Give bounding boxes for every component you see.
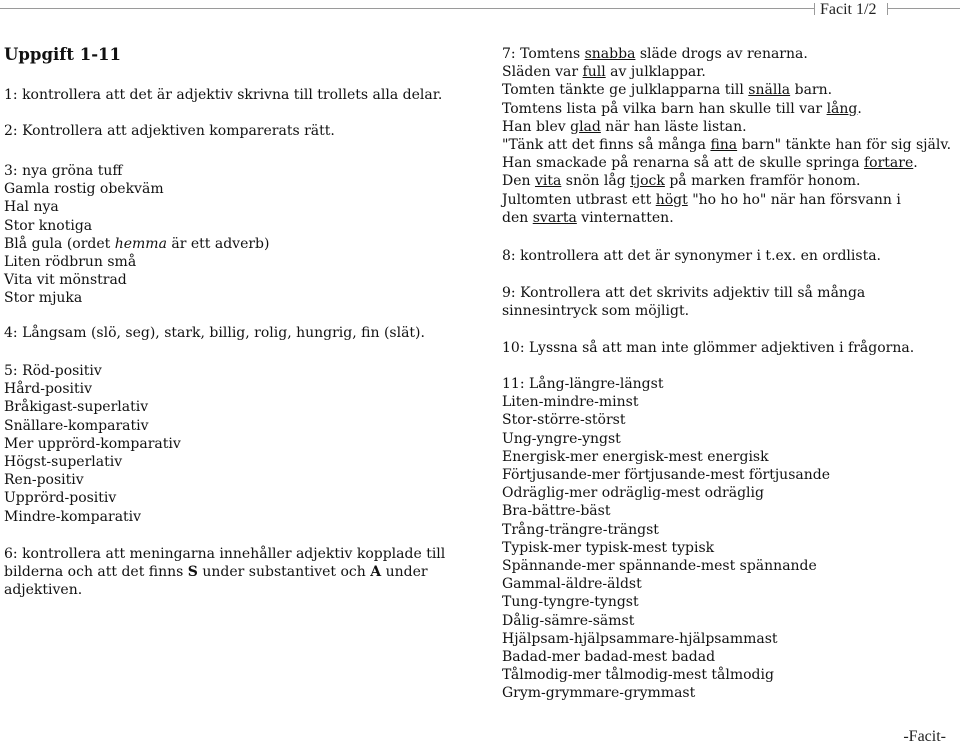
answer-11-line: Ung-yngre-yngst bbox=[502, 430, 621, 447]
answer-3-line: Gamla rostig obekväm bbox=[4, 181, 164, 198]
answer-5-line: Mindre-komparativ bbox=[4, 508, 142, 525]
bold-letter-s: S bbox=[187, 564, 198, 581]
page-title: Uppgift 1-11 bbox=[4, 45, 122, 64]
text-segment: barn. bbox=[790, 82, 833, 99]
page-header bbox=[0, 0, 960, 30]
text-segment: under bbox=[381, 564, 428, 581]
underlined-adjective: snälla bbox=[748, 82, 791, 99]
bold-letter-a: A bbox=[370, 564, 382, 581]
answer-11-line: Dålig-sämre-sämst bbox=[502, 612, 635, 629]
text-segment: bilderna och att det finns bbox=[4, 564, 188, 581]
answer-7-sentence bbox=[502, 63, 951, 81]
text-segment: Den bbox=[502, 173, 535, 190]
emphasized-word: hemma bbox=[114, 235, 167, 252]
underlined-adjective: fortare bbox=[864, 155, 914, 172]
answer-11-line: 11: Lång-längre-längst bbox=[502, 376, 664, 392]
answer-11-line: Stor-större-störst bbox=[502, 412, 626, 429]
text-segment: Tomtens lista på vilka barn han skulle till var bbox=[502, 100, 827, 117]
answer-9-line: 9: Kontrollera att det skrivits adjektiv till så många bbox=[502, 285, 866, 301]
text-segment: släde drogs av renarna. bbox=[635, 46, 808, 62]
text-segment: barn" tänkte han för sig själv. bbox=[737, 137, 952, 154]
answer-3-line: Hal nya bbox=[4, 199, 59, 216]
underlined-adjective: fina bbox=[710, 137, 738, 154]
underlined-adjective: snabba bbox=[584, 46, 636, 62]
answer-10 bbox=[502, 339, 914, 357]
answer-11-line: Liten-mindre-minst bbox=[502, 394, 639, 411]
text-segment: "Tänk att det finns så många bbox=[502, 137, 711, 154]
text-segment: den bbox=[502, 209, 533, 226]
answer-6-line bbox=[4, 563, 464, 581]
underlined-adjective: vita bbox=[534, 173, 562, 190]
answer-7-sentence bbox=[502, 100, 951, 118]
answer-3-line: Vita vit mönstrad bbox=[4, 272, 127, 289]
text-segment: av julklappar. bbox=[605, 64, 706, 81]
answer-11-line: Bra-bättre-bäst bbox=[502, 503, 611, 520]
answer-5 bbox=[4, 362, 181, 526]
answer-7-sentence bbox=[502, 191, 951, 209]
answer-5-line: Snällare-komparativ bbox=[4, 417, 149, 434]
text-segment: är ett adverb) bbox=[166, 235, 270, 252]
header-title: Facit 1/2 bbox=[820, 1, 877, 18]
answer-9 bbox=[502, 284, 865, 320]
text-segment: . bbox=[913, 155, 918, 172]
page-footer: -Facit- bbox=[903, 728, 946, 745]
underlined-adjective: full bbox=[582, 64, 606, 81]
answer-11-line: Badad-mer badad-mest badad bbox=[502, 649, 716, 666]
answer-6-line: adjektiven. bbox=[4, 582, 83, 599]
text-segment: Släden var bbox=[502, 64, 583, 81]
answer-3 bbox=[4, 162, 269, 308]
header-rule bbox=[887, 8, 960, 9]
answer-7-sentence bbox=[502, 45, 951, 63]
text-segment: "ho ho ho" när han försvann i bbox=[687, 191, 901, 208]
answer-5-line: Hård-positiv bbox=[4, 381, 93, 398]
answer-7-sentence bbox=[502, 81, 951, 99]
answer-9-line: sinnesintryck som möjligt. bbox=[502, 303, 690, 320]
underlined-adjective: svarta bbox=[532, 209, 577, 226]
answer-11-line: Trång-trängre-trängst bbox=[502, 521, 659, 538]
answer-11-line: Odräglig-mer odräglig-mest odräglig bbox=[502, 485, 764, 502]
answer-7-sentence bbox=[502, 172, 951, 190]
answer-11-line: Spännande-mer spännande-mest spännande bbox=[502, 558, 817, 575]
answer-3-line: 3: nya gröna tuff bbox=[4, 163, 123, 179]
answer-5-line: Ren-positiv bbox=[4, 472, 84, 489]
answer-7-sentence bbox=[502, 118, 951, 136]
answer-11-line: Grym-grymmare-grymmast bbox=[502, 685, 696, 702]
answer-11-line: Tung-tyngre-tyngst bbox=[502, 594, 639, 611]
answer-2 bbox=[4, 122, 335, 140]
answer-5-line: Mer upprörd-komparativ bbox=[4, 435, 181, 452]
header-rule bbox=[0, 8, 815, 9]
text-segment: på marken framför honom. bbox=[664, 173, 861, 190]
underlined-adjective: glad bbox=[570, 118, 601, 135]
answer-11-line: Energisk-mer energisk-mest energisk bbox=[502, 448, 769, 465]
text-segment: Han smackade på renarna så att de skulle springa bbox=[502, 155, 864, 172]
answer-11-line: Gammal-äldre-äldst bbox=[502, 576, 642, 593]
text-segment: vinternatten. bbox=[576, 209, 674, 226]
text-segment: 7: Tomtens bbox=[502, 46, 585, 62]
text-segment: Blå gula (ordet bbox=[4, 235, 115, 252]
answer-8-text: 8: kontrollera att det är synonymer i t.ex. en ordlista. bbox=[502, 248, 881, 264]
answer-11-line: Typisk-mer typisk-mest typisk bbox=[502, 539, 715, 556]
text-segment: när han läste listan. bbox=[600, 118, 747, 135]
text-segment: Tomten tänkte ge julklapparna till bbox=[502, 82, 749, 99]
answer-3-line: Stor mjuka bbox=[4, 290, 83, 307]
underlined-adjective: tjock bbox=[630, 173, 665, 190]
header-rule-tick bbox=[887, 3, 888, 15]
answer-6-line: 6: kontrollera att meningarna innehåller adjektiv kopplade till bbox=[4, 546, 446, 562]
answer-10-text: 10: Lyssna så att man inte glömmer adjektiven i frågorna. bbox=[502, 340, 915, 356]
answer-7-sentence bbox=[502, 136, 951, 154]
answer-6 bbox=[4, 545, 464, 600]
answer-7-sentence bbox=[502, 154, 951, 172]
answer-1 bbox=[4, 86, 442, 104]
text-segment: Jultomten utbrast ett bbox=[502, 191, 656, 208]
answer-1-text: 1: kontrollera att det är adjektiv skrivna till trollets alla delar. bbox=[4, 87, 443, 103]
text-segment: Han blev bbox=[502, 118, 571, 135]
answer-11-line: Förtjusande-mer förtjusande-mest förtjusande bbox=[502, 467, 830, 484]
answer-8 bbox=[502, 247, 881, 265]
answer-2-text: 2: Kontrollera att adjektiven komparerats rätt. bbox=[4, 123, 335, 139]
underlined-adjective: lång bbox=[826, 100, 858, 117]
answer-5-line: Högst-superlativ bbox=[4, 454, 123, 471]
text-segment: . bbox=[857, 100, 862, 117]
answer-4-text: 4: Långsam (slö, seg), stark, billig, rolig, hungrig, fin (slät). bbox=[4, 325, 425, 341]
answer-11-line: Hjälpsam-hjälpsammare-hjälpsammast bbox=[502, 630, 778, 647]
text-segment: snön låg bbox=[561, 173, 631, 190]
answer-4 bbox=[4, 324, 425, 342]
text-segment: under substantivet och bbox=[197, 564, 371, 581]
header-rule-tick bbox=[814, 3, 815, 15]
answer-3-adverb-line bbox=[4, 235, 269, 253]
answer-5-line: 5: Röd-positiv bbox=[4, 363, 102, 379]
underlined-adjective: högt bbox=[655, 191, 688, 208]
answer-3-line: Stor knotiga bbox=[4, 217, 93, 234]
answer-3-line: Liten rödbrun små bbox=[4, 254, 137, 271]
answer-7 bbox=[502, 45, 951, 227]
answer-5-line: Upprörd-positiv bbox=[4, 490, 117, 507]
answer-11-line: Tålmodig-mer tålmodig-mest tålmodig bbox=[502, 667, 774, 684]
answer-11 bbox=[502, 375, 830, 703]
answer-5-line: Bråkigast-superlativ bbox=[4, 399, 149, 416]
answer-7-sentence bbox=[502, 209, 951, 227]
